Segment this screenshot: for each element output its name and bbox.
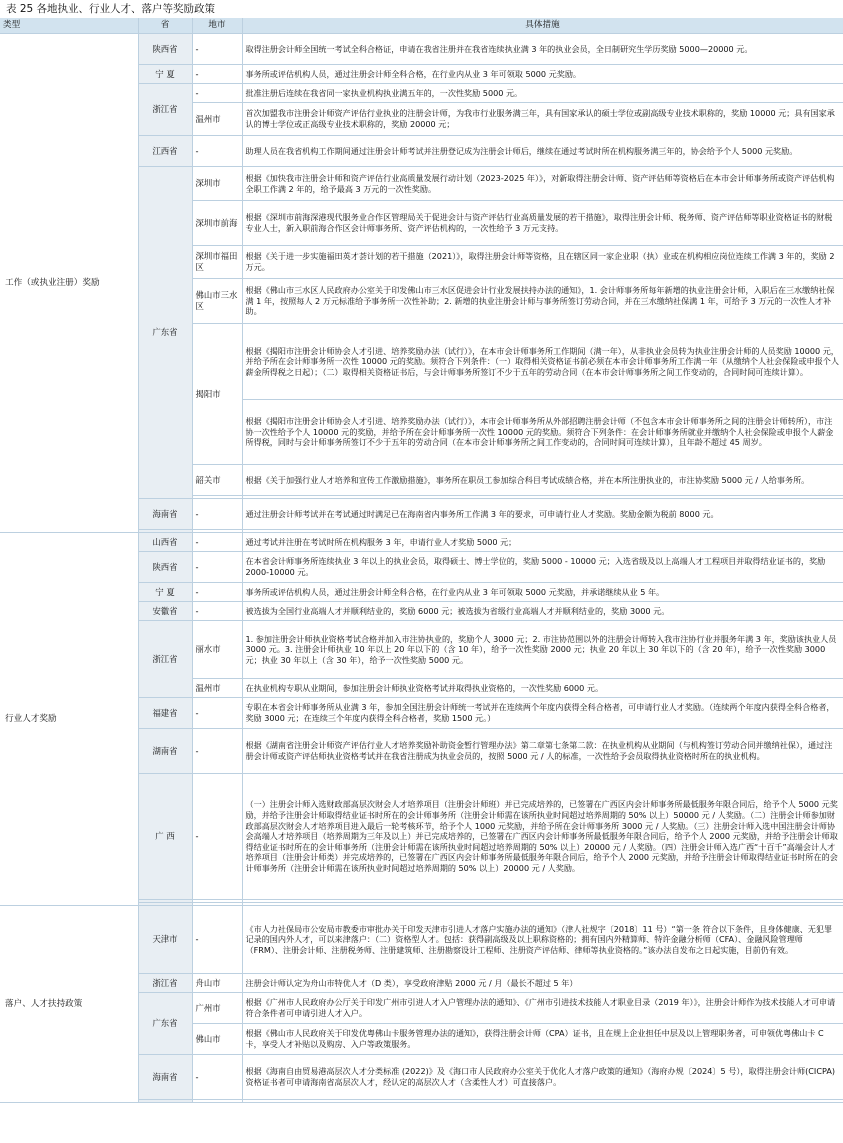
measure-cell: 根据《广州市人民政府办公厅关于印发广州市引进人才入户管理办法的通知》、《广州市引进技术技能人才职业目录（2019 年）》，注册会计师作为技术技能人才可申请符合条件者可申请引进人才入户。 xyxy=(242,993,843,1024)
measure-cell: 助理人员在我省机构工作期间通过注册会计师考试并注册登记成为注册会计师后，继续在通过考试时所在机构服务满三年的，协会给予个人 5000 元奖励。 xyxy=(242,136,843,167)
measure-cell: 取得注册会计师全国统一考试全科合格证，申请在我省注册并在我省连续执业满 3 年的执业会员，全日制研究生学历奖励 5000—20000 元。 xyxy=(242,34,843,65)
city-cell: - xyxy=(192,65,242,84)
measure-cell: 根据《佛山市三水区人民政府办公室关于印发佛山市三水区促进会计行业发展扶持办法的通知》，1. 会计师事务所每年新增的执业注册会计师，入职后在三水缴纳社保满 1 年，按照每人 2 万元标准给予事务所一次性补助；2. 新增的执业注册会计师与事务所签订劳动合同，并在三水缴纳社保满 1 年，可给予 3 万元的一次性人才补助。 xyxy=(242,279,843,324)
measure-cell: 批准注册后连续在我省同一家执业机构执业满五年的，一次性奖励 5000 元。 xyxy=(242,84,843,103)
city-cell: - xyxy=(192,84,242,103)
city-cell: 广州市 xyxy=(192,993,242,1024)
city-cell: 温州市 xyxy=(192,103,242,136)
measure-cell: 《市人力社保局市公安局市教委市审批办关于印发天津市引进人才落户实施办法的通知》（津人社规字〔2018〕11 号）“第一条 符合以下条件，且身体健康、无犯罪记录的国内外人才，可以来津落户：（二）资格型人才。包括：获得副高级及以上职称资格的；拥有国内外精算师、特许金融分析师（CFA）、金融风险管理师（FRM）、注册会计师、注册税务师、注册建筑师、注册勘察设计工程师、注册资产评估师、律师等执业资格的。”该办法自发布之日起实施，目前仍有效。 xyxy=(242,906,843,974)
province-cell: 浙江省 xyxy=(138,84,192,136)
city-cell: 佛山市 xyxy=(192,1024,242,1055)
province-cell: 安徽省 xyxy=(138,602,192,621)
measure-cell: 注册会计师认定为舟山市特优人才（D 类），享受政府津贴 2000 元 / 月（最长不超过 5 年） xyxy=(242,974,843,993)
measure-cell: 事务所或评估机构人员，通过注册会计师全科合格，在行业内从业 3 年可领取 5000 元奖励。 xyxy=(242,65,843,84)
measure-cell: 根据《加快我市注册会计师和资产评估行业高质量发展行动计划（2023-2025 年）》，对新取得注册会计师、资产评估师等资格后在本市会计师事务所或资产评估机构全职工作满 2 年的，给予最高 3 万元的一次性奖励。 xyxy=(242,167,843,201)
measure-cell: 根据《佛山市人民政府关于印发优粤佛山卡服务管理办法的通知》，获得注册会计师（CPA）证书，且在规上企业担任中层及以上管理职务者，可申领优粤佛山卡 C 卡，享受人才补贴以及购房、入户等政策服务。 xyxy=(242,1024,843,1055)
city-cell: - xyxy=(192,533,242,552)
measure-cell: 根据《海南自由贸易港高层次人才分类标准 (2022)》及《海口市人民政府办公室关于优化人才落户政策的通知》（海府办规〔2024〕5 号），取得注册会计师(CICPA)资格证书者可申请海南省高层次人才，经认定的高层次人才（含柔性人才）可直接落户。 xyxy=(242,1055,843,1100)
city-cell: 韶关市 xyxy=(192,465,242,496)
province-cell: 浙江省 xyxy=(138,974,192,993)
measure-cell: 根据《关于加强行业人才培养和宣传工作激励措施》，事务所在职员工参加综合科目考试成绩合格，并在本所注册执业的，市注协奖励 5000 元 / 人给事务所。 xyxy=(242,465,843,496)
measure-cell: 在本省会计师事务所连续执业 3 年以上的执业会员，取得硕士、博士学位的，奖励 5000 - 10000 元；入选省级及以上高端人才工程项目并取得结业证书的，奖励 2000-10000 元。 xyxy=(242,552,843,583)
measure-cell: 根据《关于进一步实施福田英才荟计划的若干措施（2021）》，取得注册会计师等资格，且在辖区同一家企业职（执）业或在机构相应岗位连续工作满 3 年的，奖励 2 万元。 xyxy=(242,246,843,279)
category-label: 行业人才奖励 xyxy=(0,533,138,906)
measure-cell: 通过注册会计师考试并在考试通过时满足已在海南省内事务所工作满 3 年的要求，可申请行业人才奖励。奖励金额为税前 8000 元。 xyxy=(242,499,843,530)
city-cell: - xyxy=(192,906,242,974)
measure-cell: 根据《揭阳市注册会计师协会人才引进、培养奖励办法（试行）》，本市会计师事务所从外部招聘注册会计师（不包含本市会计师事务所之间的注册会计师转所），市注协一次性给予个人 10000 元的奖励，并给予所在会计师事务所一次性 10000 元的奖励。须符合下列条件：在会计师事务所就业并缴纳个人社会保险或申报个人薪金所得税，同时与会计师事务所签订不少于五年的劳动合同（在本市会计师事务所之间工作变动的，合同时间可连续计算），且年龄不超过 45 周岁。 xyxy=(242,400,843,465)
province-cell: 天津市 xyxy=(138,906,192,974)
province-cell: 浙江省 xyxy=(138,621,192,698)
city-cell: - xyxy=(192,583,242,602)
measure-cell: 在执业机构专职从业期间，参加注册会计师执业资格考试并取得执业资格的，一次性奖励 6000 元。 xyxy=(242,679,843,698)
province-cell: 海南省 xyxy=(138,1055,192,1100)
category-label: 落户、人才扶持政策 xyxy=(0,906,138,1103)
measure-cell: 通过考试并注册在考试时所在机构服务 3 年，申请行业人才奖励 5000 元； xyxy=(242,533,843,552)
measure-cell: 专职在本省会计师事务所从业满 3 年，参加全国注册会计师统一考试并在连续两个年度内获得全科合格者，可申请行业人才奖励。（连续两个年度内获得全科合格者，奖励 3000 元；在连续三个年度内获得全科合格者，奖励 1500 元。） xyxy=(242,698,843,729)
city-cell: 丽水市 xyxy=(192,621,242,679)
incentive-table xyxy=(0,18,843,1103)
city-cell: 深圳市前海 xyxy=(192,201,242,246)
measure-cell: 根据《深圳市前海深港现代服务业合作区管理局关于促进会计与资产评估行业高质量发展的若干措施》，取得注册会计师、税务师、资产评估师等职业资格证书的财税专业人士，新入职前海合作区会计师事务所、资产评估机构的，一次性给予 3 万元支持。 xyxy=(242,201,843,246)
category-label: 工作（或执业注册）奖励 xyxy=(0,34,138,533)
measure-cell: 根据《湖南省注册会计师资产评估行业人才培养奖励补助资金暂行管理办法》第二章第七条第二款：在执业机构从业期间（与机构签订劳动合同并缴纳社保），通过注册会计师或资产评估师执业资格考试并在我省注册成为执业会员的，按照 5000 元 / 人的标准，一次性给予会员取得执业资格时所在的执业机构。 xyxy=(242,729,843,774)
city-cell: - xyxy=(192,136,242,167)
city-cell: 温州市 xyxy=(192,679,242,698)
header-province: 省 xyxy=(138,18,192,34)
header-city: 地市 xyxy=(192,18,242,34)
province-cell: 陕西省 xyxy=(138,34,192,65)
table-row xyxy=(0,906,843,974)
province-cell: 湖南省 xyxy=(138,729,192,774)
table-caption: 表 25 各地执业、行业人才、落户等奖励政策 xyxy=(6,3,216,15)
header-type: 类型 xyxy=(0,18,138,34)
city-cell: - xyxy=(192,552,242,583)
measure-cell: 根据《揭阳市注册会计师协会人才引进、培养奖励办法（试行）》，在本市会计师事务所工作期间（满一年），从非执业会员转为执业注册会计师的人员奖励 10000 元，并给予所在会计师事务所一次性 10000 元的奖励。须符合下列条件：（一）取得相关资格证书前必须在本市会计师事务所工作满一年（从缴纳个人社会保险或申报个人薪金所得税之日起）；（二）取得相关资格证书后，与会计师事务所签订不少于五年的劳动合同（在本市会计师事务所之间工作变动的，合同时间可连续计算）。 xyxy=(242,324,843,400)
header-measure: 具体措施 xyxy=(242,18,843,34)
province-cell: 陕西省 xyxy=(138,552,192,583)
city-cell: 深圳市福田区 xyxy=(192,246,242,279)
city-cell: - xyxy=(192,774,242,900)
city-cell: 佛山市三水区 xyxy=(192,279,242,324)
province-cell: 广东省 xyxy=(138,167,192,499)
city-cell: 揭阳市 xyxy=(192,324,242,465)
measure-cell: 被选拔为全国行业高端人才并顺利结业的，奖励 6000 元；被选拔为省级行业高端人才并顺利结业的，奖励 3000 元。 xyxy=(242,602,843,621)
measure-cell: 首次加盟我市注册会计师资产评估行业执业的注册会计师，为我市行业服务满三年，具有国家承认的硕士学位或副高级专业技术职称的，奖励 10000 元；具有国家承认的博士学位或正高级专业技术职称的，奖励 20000 元； xyxy=(242,103,843,136)
province-cell: 宁 夏 xyxy=(138,65,192,84)
city-cell: - xyxy=(192,499,242,530)
province-cell: 福建省 xyxy=(138,698,192,729)
city-cell: - xyxy=(192,34,242,65)
city-cell: - xyxy=(192,602,242,621)
measure-cell: 1. 参加注册会计师执业资格考试合格并加入市注协执业的，奖励个人 3000 元；2. 市注协范围以外的注册会计师转入我市注协行业并服务年满 3 年，奖励该执业人员 3000 元。3. 注册会计师执业 10 年以上 20 年以下的（含 10 年），给予一次性奖励 2000 元；执业 20 年以上 30 年以下的（含 20 年），给予一次性奖励 3000 元；执业 30 年以上（含 30 年），给予一次性奖励 5000 元。 xyxy=(242,621,843,679)
measure-cell: （一）注册会计师入选财政部高层次财会人才培养项目（注册会计师班）并已完成培养的，已签署在广西区内会计师事务所最低服务年限合同后，给予个人 5000 元奖励，并给予注册会计师取得结业证书时所在的会计师事务所（注册会计师需在该所执业时间超过培养周期的 50% 以上）50000 元 / 人奖励。（二）注册会计师参加财政部高层次财会人才培养项目进入最后一轮考核环节，给予个人 1000 元奖励，并给予所在会计师事务所 3000 元 / 人奖励。（三）注册会计师入选中国注册会计师协会高端人才培养项目（培养周期为三年及以上）并已完成培养的，已签署在广西区内会计师事务所最低服务年限合同后，给予个人 2000 元奖励，并给予注册会计师取得结业证书时所在的会计师事务所（注册会计师需在该所执业时间超过培养周期的 50% 以上）20000 元 / 人奖励。（四）注册会计师入选广西“十百千”高端会计人才培养项目（注册会计师类）并完成培养的，已签署在广西区内会计师事务所最低服务年限合同后，给予个人 2000 元奖励，并给予注册会计师取得结业证书时所在的会计师事务所（注册会计师需在该所执业时间超过培养周期的 50% 以上）20000 元 / 人奖励。 xyxy=(242,774,843,900)
province-cell: 广东省 xyxy=(138,993,192,1055)
province-cell: 广 西 xyxy=(138,774,192,900)
province-cell: 山西省 xyxy=(138,533,192,552)
city-cell: - xyxy=(192,698,242,729)
table-header-row xyxy=(0,18,843,34)
city-cell: 舟山市 xyxy=(192,974,242,993)
table-row xyxy=(0,34,843,65)
city-cell: - xyxy=(192,1055,242,1100)
province-cell: 海南省 xyxy=(138,499,192,530)
table-row xyxy=(0,533,843,552)
city-cell: 深圳市 xyxy=(192,167,242,201)
province-cell: 宁 夏 xyxy=(138,583,192,602)
province-cell: 江西省 xyxy=(138,136,192,167)
city-cell: - xyxy=(192,729,242,774)
measure-cell: 事务所或评估机构人员，通过注册会计师全科合格，在行业内从业 3 年可领取 5000 元奖励，并承诺继续从业 5 年。 xyxy=(242,583,843,602)
